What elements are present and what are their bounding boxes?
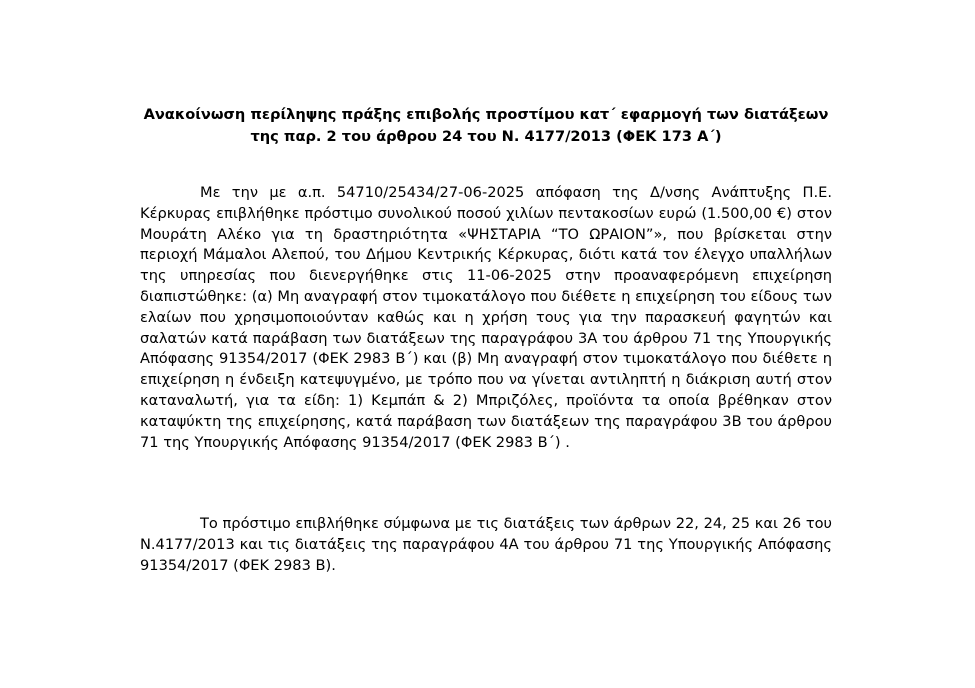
paragraph-legal-basis: Το πρόστιμο επιβλήθηκε σύμφωνα με τις διατάξεις των άρθρων 22, 24, 25 και 26 του Ν.4177/2013 και τις διατάξεις της παραγράφου 4Α του άρθρου 71 της Υπουργικής Απόφασης 91354/2017 (ΦΕΚ 2983 Β). bbox=[140, 515, 832, 574]
document-title: Ανακοίνωση περίληψης πράξης επιβολής προστίμου κατ΄ εφαρμογή των διατάξεων της παρ. 2 του άρθρου 24 του Ν. 4177/2013 (ΦΕΚ 173 Α΄) bbox=[143, 106, 829, 145]
paragraph-decision: Με την με α.π. 54710/25434/27-06-2025 απόφαση της Δ/νσης Ανάπτυξης Π.Ε. Κέρκυρας επιβλήθηκε πρόστιμο συνολικού ποσού χιλίων πεντακοσίων ευρώ (1.500,00 €) στον Μουράτη Αλέκο για τη δραστηριότητα «ΨΗΣΤΑΡΙΑ “ΤΟ ΩΡΑΙΟΝ”», που βρίσκεται στην περιοχή Μάμαλοι Αλεπού, του Δήμου Κεντρικής Κέρκυρας, διότι κατά τον έλεγχο υπαλλήλων της υπηρεσίας που διενεργήθηκε στις 11-06-2025 στην προαναφερόμενη επιχείρηση διαπιστώθηκε: (α) Μη αναγραφή στον τιμοκατάλογο που διέθετε η επιχείρηση του είδους των ελαίων που χρησιμοποιούνταν καθώς και η χρήση τους για την παρασκευή φαγητών και σαλατών κατά παράβαση των διατάξεων της παραγράφου 3Α του άρθρου 71 της Υπουργικής Απόφασης 91354/2017 (ΦΕΚ 2983 Β΄) και (β) Μη αναγραφή στον τιμοκατάλογο που διέθετε η επιχείρηση η ένδειξη κατεψυγμένο, με τρόπο που να γίνεται αντιληπτή η διάκριση αυτή στον καταναλωτή, για τα είδη: 1) Κεμπάπ & 2) Μπριζόλες, προϊόντα τα οποία βρέθηκαν στον καταψύκτη της επιχείρησης, κατά παράβαση των διατάξεων της παραγράφου 3Β του άρθρου 71 της Υπουργικής Απόφασης 91354/2017 (ΦΕΚ 2983 Β΄) . bbox=[140, 184, 832, 451]
